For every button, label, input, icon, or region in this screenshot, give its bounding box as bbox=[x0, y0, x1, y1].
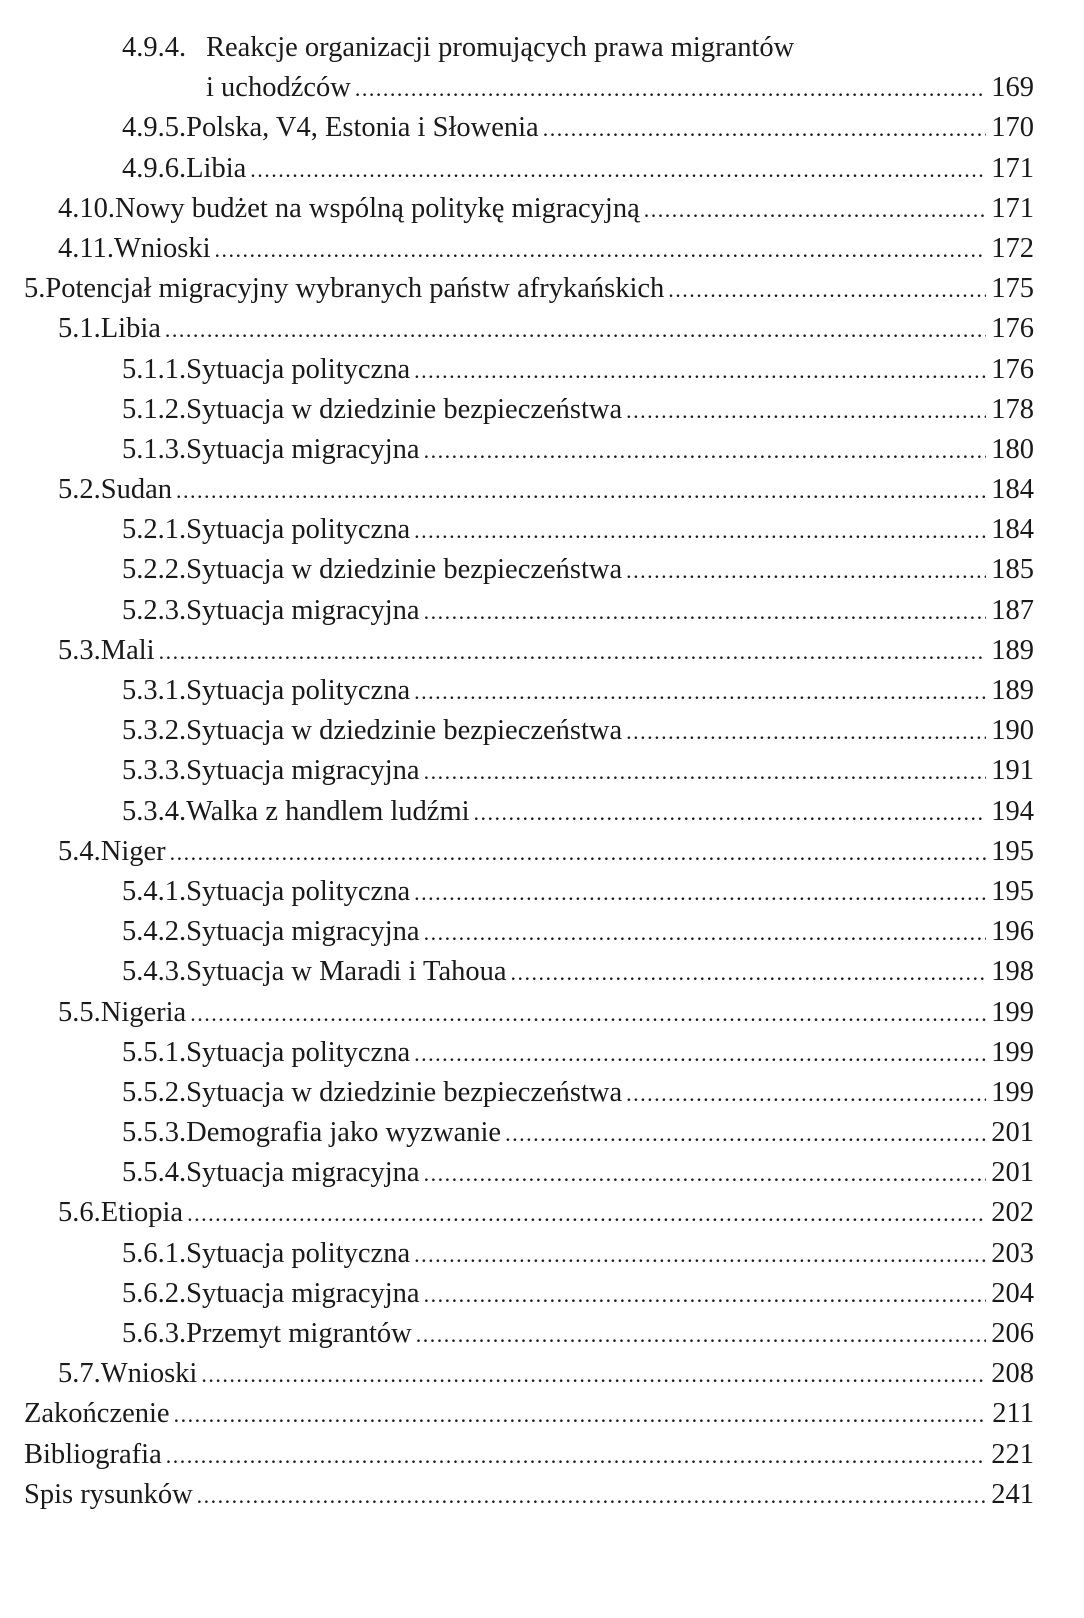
dot-leader bbox=[424, 592, 986, 632]
toc-entry-page: 176 bbox=[991, 353, 1034, 385]
toc-entry bbox=[0, 993, 1084, 1033]
toc-entry-page: 211 bbox=[992, 1398, 1034, 1430]
toc-entry-page: 206 bbox=[991, 1318, 1034, 1349]
toc-entry-number: 5.3.1. bbox=[122, 675, 187, 706]
dot-leader bbox=[165, 310, 986, 350]
toc-entry bbox=[0, 1073, 1084, 1113]
toc-entry-title: Niger bbox=[100, 835, 166, 867]
toc-entry-number: 4.9.4. bbox=[122, 32, 187, 63]
dot-leader bbox=[170, 833, 986, 873]
toc-entry bbox=[0, 711, 1084, 751]
toc-entry-title: Sytuacja migracyjna bbox=[186, 916, 420, 948]
toc-entry-title: Wnioski bbox=[100, 1358, 198, 1390]
toc-entry bbox=[0, 108, 1084, 148]
toc-entry bbox=[0, 952, 1084, 992]
dot-leader bbox=[355, 69, 986, 109]
dot-leader bbox=[626, 551, 986, 591]
toc-entry bbox=[0, 149, 1084, 189]
dot-leader bbox=[159, 632, 986, 672]
toc-entry-title: Spis rysunków bbox=[24, 1478, 193, 1510]
toc-entry-title: Sytuacja polityczna bbox=[186, 675, 411, 706]
toc-entry-title: Libia bbox=[100, 313, 161, 345]
dot-leader bbox=[414, 1235, 986, 1275]
toc-entry-number: 5.3.2. bbox=[122, 715, 187, 747]
toc-entry bbox=[0, 189, 1084, 229]
toc-entry bbox=[0, 1274, 1084, 1314]
dot-leader bbox=[644, 190, 986, 230]
toc-entry-page: 189 bbox=[991, 634, 1034, 666]
toc-entry bbox=[0, 1314, 1084, 1354]
toc-entry-number: 5.1.1. bbox=[122, 353, 187, 385]
toc-entry-title: Reakcje organizacji promujących prawa migrantów bbox=[206, 32, 795, 63]
toc-entry-page: 189 bbox=[991, 675, 1034, 706]
toc-entry-title: Sytuacja polityczna bbox=[186, 875, 411, 907]
dot-leader bbox=[174, 1395, 986, 1435]
toc-entry-title: Zakończenie bbox=[24, 1398, 170, 1430]
dot-leader bbox=[414, 351, 986, 391]
dot-leader bbox=[626, 391, 986, 431]
toc-entry-number: 5.4. bbox=[58, 835, 101, 867]
toc-entry bbox=[0, 470, 1084, 510]
toc-entry-page: 185 bbox=[991, 554, 1034, 586]
toc-entry-title: Przemyt migrantów bbox=[186, 1318, 412, 1349]
toc-entry bbox=[0, 872, 1084, 912]
toc-entry-title: Wnioski bbox=[113, 232, 211, 264]
toc-entry-number: 5.2. bbox=[58, 474, 101, 506]
toc-entry-number: 5.3. bbox=[58, 634, 101, 666]
toc-entry bbox=[0, 1354, 1084, 1394]
toc-entry bbox=[0, 1193, 1084, 1233]
toc-entry-title: i uchodźców bbox=[206, 72, 351, 104]
dot-leader bbox=[511, 953, 986, 993]
toc-entry-title: Sytuacja w dziedzinie bezpieczeństwa bbox=[186, 393, 623, 425]
toc-entry-number: 5.1. bbox=[58, 313, 101, 345]
toc-entry-page: 195 bbox=[991, 875, 1034, 907]
toc-entry-page: 208 bbox=[991, 1358, 1034, 1390]
toc-entry-page: 175 bbox=[991, 273, 1034, 305]
toc-entry-page: 184 bbox=[991, 474, 1034, 506]
toc-entry bbox=[0, 1394, 1084, 1434]
toc-entry-number: 5. bbox=[24, 273, 46, 305]
toc-entry-number: 4.10. bbox=[58, 192, 115, 224]
toc-entry bbox=[0, 832, 1084, 872]
toc-entry bbox=[0, 28, 1084, 68]
toc-entry-title: Potencjał migracyjny wybranych państw afrykańskich bbox=[45, 273, 665, 305]
toc-entry bbox=[0, 1435, 1084, 1475]
toc-entry-title: Sytuacja migracyjna bbox=[186, 755, 420, 787]
toc-entry-page: 201 bbox=[991, 1117, 1034, 1149]
toc-entry-number: 5.4.3. bbox=[122, 956, 187, 988]
toc-entry bbox=[0, 1475, 1084, 1515]
toc-entry-page: 169 bbox=[991, 72, 1034, 104]
toc-entry-page: 199 bbox=[991, 1076, 1034, 1108]
toc-entry-title: Sytuacja migracyjna bbox=[186, 433, 420, 465]
dot-leader bbox=[201, 1355, 986, 1395]
toc-entry-number: 5.6.2. bbox=[122, 1277, 187, 1309]
toc-entry bbox=[0, 631, 1084, 671]
toc-entry bbox=[0, 1153, 1084, 1193]
toc-entry-title: Sytuacja polityczna bbox=[186, 1237, 411, 1269]
toc-entry-title: Sytuacja w dziedzinie bezpieczeństwa bbox=[186, 554, 623, 586]
dot-leader bbox=[176, 471, 986, 511]
toc-entry-number: 5.1.2. bbox=[122, 393, 187, 425]
toc-entry bbox=[0, 309, 1084, 349]
toc-entry-number: 4.9.5. bbox=[122, 112, 187, 144]
toc-entry-title: Sytuacja w dziedzinie bezpieczeństwa bbox=[186, 715, 623, 747]
toc-entry-number: 5.5.2. bbox=[122, 1076, 187, 1108]
dot-leader bbox=[668, 270, 986, 310]
toc-entry-page: 198 bbox=[991, 956, 1034, 988]
toc-entry bbox=[0, 550, 1084, 590]
toc-entry-page: 178 bbox=[991, 393, 1034, 425]
toc-entry-page: 241 bbox=[991, 1478, 1034, 1510]
dot-leader bbox=[250, 150, 986, 190]
toc-entry-title: Sytuacja polityczna bbox=[186, 353, 411, 385]
dot-leader bbox=[424, 1275, 986, 1315]
toc-entry bbox=[0, 751, 1084, 791]
table-of-contents bbox=[0, 28, 1084, 1515]
toc-entry-title: Sytuacja migracyjna bbox=[186, 594, 420, 626]
dot-leader bbox=[197, 1476, 986, 1516]
toc-entry-number: 5.4.2. bbox=[122, 916, 187, 948]
toc-entry-number: 5.7. bbox=[58, 1358, 101, 1390]
toc-entry-number: 5.6. bbox=[58, 1197, 101, 1229]
toc-entry bbox=[0, 1113, 1084, 1153]
toc-entry-page: 191 bbox=[991, 755, 1034, 787]
toc-entry-page: 176 bbox=[991, 313, 1034, 345]
dot-leader bbox=[505, 1114, 986, 1154]
toc-entry-page: 201 bbox=[991, 1157, 1034, 1189]
toc-entry bbox=[0, 430, 1084, 470]
dot-leader bbox=[414, 1034, 986, 1074]
toc-entry bbox=[0, 792, 1084, 832]
toc-entry-number: 5.2.2. bbox=[122, 554, 187, 586]
toc-entry bbox=[0, 591, 1084, 631]
dot-leader bbox=[474, 793, 986, 833]
dot-leader bbox=[190, 994, 986, 1034]
toc-entry bbox=[0, 390, 1084, 430]
toc-entry-page: 202 bbox=[991, 1197, 1034, 1229]
toc-entry-page: 187 bbox=[991, 594, 1034, 626]
toc-entry-number: 5.2.3. bbox=[122, 594, 187, 626]
toc-entry-number: 5.3.3. bbox=[122, 755, 187, 787]
toc-entry-title: Demografia jako wyzwanie bbox=[186, 1117, 502, 1149]
toc-entry bbox=[0, 671, 1084, 711]
toc-entry-title: Sytuacja w Maradi i Tahoua bbox=[186, 956, 507, 988]
dot-leader bbox=[416, 1315, 986, 1355]
toc-entry-page: 190 bbox=[991, 715, 1034, 747]
toc-entry-page: 199 bbox=[991, 996, 1034, 1028]
toc-entry-title: Sytuacja w dziedzinie bezpieczeństwa bbox=[186, 1076, 623, 1108]
dot-leader bbox=[424, 913, 986, 953]
dot-leader bbox=[424, 752, 986, 792]
toc-entry-page: 172 bbox=[991, 232, 1034, 264]
toc-entry bbox=[0, 269, 1084, 309]
toc-entry-number: 5.5.1. bbox=[122, 1036, 187, 1068]
toc-entry-number: 5.5.4. bbox=[122, 1157, 187, 1189]
toc-entry-number: 5.5. bbox=[58, 996, 101, 1028]
toc-entry-number: 4.9.6. bbox=[122, 152, 187, 184]
dot-leader bbox=[414, 672, 986, 712]
toc-entry bbox=[0, 1234, 1084, 1274]
toc-entry-page: 221 bbox=[991, 1438, 1034, 1470]
toc-entry-number: 5.6.3. bbox=[122, 1318, 187, 1349]
toc-entry-number: 5.5.3. bbox=[122, 1117, 187, 1149]
dot-leader bbox=[424, 1154, 986, 1194]
toc-entry-number: 5.3.4. bbox=[122, 795, 187, 827]
toc-entry-title: Mali bbox=[100, 634, 155, 666]
toc-entry-page: 195 bbox=[991, 835, 1034, 867]
toc-entry-page: 171 bbox=[991, 152, 1034, 184]
toc-entry bbox=[0, 68, 1084, 108]
toc-entry-page: 199 bbox=[991, 1036, 1034, 1068]
toc-entry-title: Bibliografia bbox=[24, 1438, 162, 1470]
toc-entry-title: Sytuacja polityczna bbox=[186, 514, 411, 546]
dot-leader bbox=[543, 109, 986, 149]
toc-entry-title: Nowy budżet na wspólną politykę migracyjną bbox=[115, 192, 640, 224]
dot-leader bbox=[215, 230, 986, 270]
dot-leader bbox=[414, 511, 986, 551]
toc-entry bbox=[0, 350, 1084, 390]
toc-entry-title: Sytuacja migracyjna bbox=[186, 1277, 420, 1309]
toc-entry-number: 5.1.3. bbox=[122, 433, 187, 465]
toc-entry-number: 5.4.1. bbox=[122, 875, 187, 907]
toc-entry-number: 5.2.1. bbox=[122, 514, 187, 546]
toc-entry-title: Libia bbox=[186, 152, 247, 184]
toc-entry-page: 204 bbox=[991, 1277, 1034, 1309]
dot-leader bbox=[424, 431, 986, 471]
toc-entry-page: 194 bbox=[991, 795, 1034, 827]
dot-leader bbox=[187, 1194, 986, 1234]
toc-entry bbox=[0, 229, 1084, 269]
toc-entry-page: 170 bbox=[991, 112, 1034, 144]
toc-entry-title: Walka z handlem ludźmi bbox=[186, 795, 470, 827]
toc-entry bbox=[0, 510, 1084, 550]
dot-leader bbox=[414, 873, 986, 913]
toc-entry-title: Nigeria bbox=[100, 996, 187, 1028]
toc-entry-title: Sytuacja polityczna bbox=[186, 1036, 411, 1068]
toc-entry-page: 180 bbox=[991, 433, 1034, 465]
toc-entry-page: 184 bbox=[991, 514, 1034, 546]
toc-entry bbox=[0, 912, 1084, 952]
dot-leader bbox=[166, 1436, 986, 1476]
toc-entry-title: Etiopia bbox=[100, 1197, 184, 1229]
toc-entry-title: Sytuacja migracyjna bbox=[186, 1157, 420, 1189]
dot-leader bbox=[626, 1074, 986, 1114]
toc-entry bbox=[0, 1033, 1084, 1073]
toc-entry-page: 196 bbox=[991, 916, 1034, 948]
toc-entry-title: Sudan bbox=[100, 474, 172, 506]
toc-entry-title: Polska, V4, Estonia i Słowenia bbox=[186, 112, 539, 144]
toc-entry-number: 4.11. bbox=[58, 232, 114, 264]
dot-leader bbox=[626, 712, 986, 752]
toc-entry-page: 203 bbox=[991, 1237, 1034, 1269]
toc-entry-page: 171 bbox=[991, 192, 1034, 224]
toc-entry-number: 5.6.1. bbox=[122, 1237, 187, 1269]
